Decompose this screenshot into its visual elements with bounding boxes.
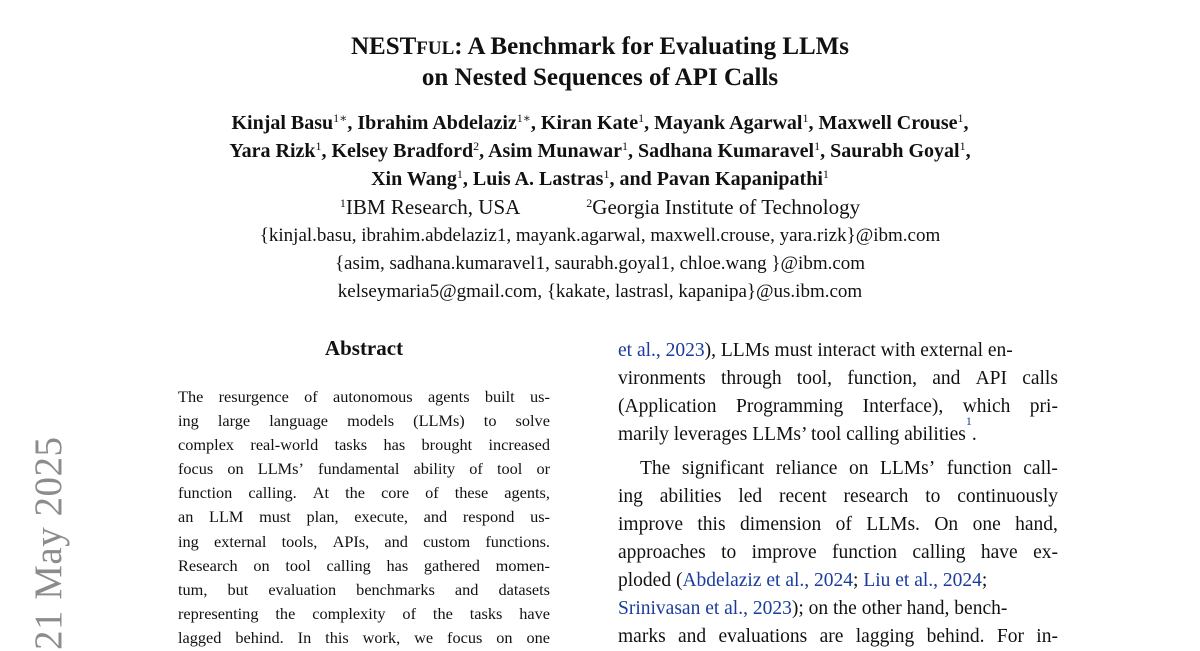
- word: ing: [178, 531, 199, 551]
- word: built: [484, 387, 515, 406]
- author-sup: 1: [822, 167, 829, 181]
- word: evaluation: [268, 579, 337, 599]
- author-name: Sadhana Kumaravel: [637, 140, 815, 162]
- word: custom: [423, 531, 471, 551]
- word: real-world: [250, 435, 319, 455]
- word: to: [483, 411, 497, 431]
- word: the: [345, 483, 365, 503]
- author-sup: 1: [603, 167, 610, 181]
- word: lagged: [178, 627, 222, 647]
- word: LLM: [209, 507, 244, 527]
- word: models: [347, 411, 395, 431]
- word: have: [519, 603, 550, 623]
- word: but: [227, 579, 249, 599]
- citation-link[interactable]: et al., 2023: [618, 340, 705, 361]
- word: tum,: [178, 579, 208, 599]
- word: complex: [178, 435, 235, 455]
- word: datasets: [498, 579, 550, 599]
- word: vironments: [618, 368, 706, 389]
- author-sep: ,: [462, 168, 473, 190]
- word: LLMs.: [866, 514, 920, 535]
- abstract-line: [178, 385, 550, 409]
- word: tasks: [334, 435, 368, 455]
- word: large: [217, 411, 251, 431]
- word: tools,: [281, 531, 318, 551]
- footnote-link[interactable]: 1: [965, 414, 972, 428]
- word: function: [178, 483, 233, 503]
- abstract-line: [178, 409, 550, 433]
- title-prefix: NEST: [350, 33, 417, 60]
- word: representing: [178, 603, 259, 623]
- word: (Application: [618, 396, 717, 417]
- authors-line-1: [0, 109, 1200, 137]
- word: execute,: [354, 507, 408, 527]
- author-sup: 1: [621, 139, 628, 153]
- body-line: [618, 595, 1058, 623]
- author-name: Ibrahim Abdelaziz: [357, 112, 517, 134]
- word: these: [454, 483, 489, 503]
- word: The: [640, 458, 671, 479]
- word: has: [383, 435, 406, 455]
- body-text: ;: [853, 570, 864, 591]
- word: behind.: [926, 626, 985, 647]
- author-sep: ,: [530, 112, 541, 134]
- paper-title: [0, 32, 1200, 64]
- word: core: [381, 483, 410, 503]
- word: behind.: [235, 627, 284, 647]
- author-sup: 1: [638, 111, 645, 125]
- author-sep: ,: [963, 112, 969, 134]
- citation-link[interactable]: Abdelaziz et al., 2024: [682, 570, 854, 591]
- body-text: ploded (: [618, 570, 683, 591]
- word: this: [697, 514, 726, 535]
- word: one: [972, 514, 1001, 535]
- author-sup: 1∗: [333, 111, 348, 125]
- word: the: [432, 603, 453, 623]
- affiliation-sup: 1: [339, 196, 346, 210]
- word: tool: [285, 555, 311, 575]
- authors-line-3: [0, 165, 1200, 193]
- word: agents,: [504, 483, 550, 503]
- author-sep: ,: [479, 140, 489, 162]
- word: lagging: [855, 626, 915, 647]
- word: resurgence: [218, 387, 289, 406]
- word: to: [721, 542, 737, 563]
- word: dimension: [739, 514, 822, 535]
- body-text: ), LLMs must interact with external en-: [704, 340, 1013, 361]
- word: and: [423, 507, 448, 527]
- word: has: [386, 555, 409, 575]
- word: For: [996, 626, 1024, 647]
- author-name: Luis A. Lastras: [472, 168, 604, 190]
- word: one: [526, 627, 550, 647]
- author-sep: ,: [644, 112, 655, 134]
- word: respond: [462, 507, 515, 527]
- author-name: Xin Wang: [371, 168, 457, 190]
- body-text-right-column: [618, 337, 1058, 651]
- body-line: [618, 539, 1058, 567]
- abstract-line: [178, 457, 550, 481]
- word: LLMs’: [879, 458, 936, 479]
- abstract-line: [178, 433, 550, 457]
- word: research: [843, 486, 909, 507]
- word: on: [848, 458, 869, 479]
- word: On: [934, 514, 959, 535]
- word: focus: [447, 627, 483, 647]
- body-line: [618, 623, 1058, 651]
- affiliation-ibm: IBM Research, USA: [345, 195, 521, 219]
- word: abilities: [659, 486, 722, 507]
- body-line: [618, 393, 1058, 421]
- word: recent: [778, 486, 827, 507]
- author-name: Kinjal Basu: [231, 112, 334, 134]
- body-line: [618, 455, 1058, 483]
- body-text: .: [971, 424, 977, 445]
- word: and: [384, 531, 408, 551]
- word: continuously: [957, 486, 1058, 507]
- word: have: [980, 542, 1018, 563]
- authors-line-2: [0, 137, 1200, 165]
- abstract-body: [178, 385, 550, 650]
- body-line: [618, 414, 1058, 449]
- word: work,: [362, 627, 401, 647]
- word: solve: [515, 411, 550, 431]
- author-sep: ,: [820, 140, 831, 162]
- affiliation-sup: 2: [586, 196, 593, 210]
- word: of: [402, 603, 416, 623]
- author-name: Kiran Kate: [540, 112, 639, 134]
- word: Programming: [735, 396, 844, 417]
- author-name: Saurabh Goyal: [830, 140, 960, 162]
- body-line: [618, 511, 1058, 539]
- word: which: [962, 396, 1011, 417]
- word: call-: [1023, 458, 1058, 479]
- word: LLMs’: [257, 459, 304, 479]
- body-text: marily leverages LLMs’ tool calling abilities: [618, 424, 966, 445]
- word: (LLMs): [413, 411, 465, 431]
- abstract-heading: Abstract: [324, 336, 404, 360]
- word: reliance: [775, 458, 838, 479]
- author-sep: ,: [808, 112, 819, 134]
- word: calling.: [248, 483, 297, 503]
- word: of: [425, 483, 439, 503]
- author-name: Pavan Kapanipathi: [656, 168, 823, 190]
- word: ability: [413, 459, 456, 479]
- word: focus: [178, 459, 214, 479]
- abstract-line: [178, 554, 550, 578]
- affiliation-georgia-tech: Georgia Institute of Technology: [592, 195, 861, 219]
- word: In: [297, 627, 312, 647]
- word: on: [253, 555, 270, 575]
- word: evaluations: [718, 626, 808, 647]
- author-name: Yara Rizk: [229, 140, 316, 162]
- word: on: [496, 627, 513, 647]
- word: ing: [618, 486, 643, 507]
- word: marks: [618, 626, 666, 647]
- word: Research: [178, 555, 238, 575]
- word: pri-: [1029, 396, 1058, 417]
- email-line-3: kelseymaria5@gmail.com, {kakate, lastrasl, kapanipa}@us.ibm.com: [337, 281, 863, 302]
- word: agents: [427, 387, 470, 406]
- word: function,: [847, 368, 918, 389]
- title-suffix: : A Benchmark for Evaluating LLMs: [454, 33, 850, 60]
- word: and: [932, 368, 961, 389]
- word: in-: [1036, 626, 1058, 647]
- word: on: [227, 459, 244, 479]
- word: of: [835, 514, 852, 535]
- word: or: [536, 459, 550, 479]
- body-text: ;: [981, 570, 988, 591]
- author-sup: 2: [473, 139, 480, 153]
- word: plan,: [306, 507, 339, 527]
- word: gathered: [423, 555, 480, 575]
- affiliations: [0, 194, 1200, 220]
- word: this: [325, 627, 349, 647]
- word: increased: [488, 435, 550, 455]
- word: to: [925, 486, 941, 507]
- author-sep: ,: [347, 112, 358, 134]
- body-text: ); on the other hand, bench-: [791, 598, 1008, 619]
- word: us-: [530, 507, 550, 527]
- abstract-line: [178, 530, 550, 554]
- word: we: [414, 627, 434, 647]
- word: APIs,: [332, 531, 370, 551]
- word: API: [975, 368, 1008, 389]
- word: complexity: [312, 603, 386, 623]
- author-name: Asim Munawar: [488, 140, 622, 162]
- body-line: [618, 483, 1058, 511]
- arxiv-date-stamp: 21 May 2025: [27, 436, 70, 650]
- author-sep: , and: [609, 168, 657, 190]
- word: the: [275, 603, 296, 623]
- word: us-: [530, 387, 550, 406]
- word: approaches: [618, 542, 706, 563]
- word: The: [178, 387, 204, 406]
- word: an: [178, 507, 194, 527]
- author-sup: 1: [456, 167, 463, 181]
- word: function: [832, 542, 898, 563]
- author-sep: ,: [321, 140, 332, 162]
- abstract-line: [178, 481, 550, 505]
- word: Interface),: [862, 396, 944, 417]
- word: significant: [681, 458, 765, 479]
- word: and: [677, 626, 707, 647]
- word: At: [312, 483, 330, 503]
- author-name: Kelsey Bradford: [331, 140, 474, 162]
- author-sup: 1∗: [516, 111, 531, 125]
- word: external: [214, 531, 267, 551]
- word: of: [469, 459, 483, 479]
- word: autonomous: [333, 387, 413, 406]
- email-line-1: {kinjal.basu, ibrahim.abdelaziz1, mayank.agarwal, maxwell.crouse, yara.rizk}@ibm.com: [259, 225, 941, 246]
- word: ex-: [1033, 542, 1058, 563]
- citation-link[interactable]: Liu et al., 2024: [863, 570, 982, 591]
- body-line: [618, 567, 1058, 595]
- abstract-line: [178, 602, 550, 626]
- title-smallcaps: FUL: [416, 38, 455, 59]
- author-sup: 1: [315, 139, 322, 153]
- word: brought: [421, 435, 473, 455]
- word: fundamental: [318, 459, 400, 479]
- word: momen-: [495, 555, 550, 575]
- abstract-line: [178, 505, 550, 529]
- author-sup: 1: [957, 111, 964, 125]
- word: must: [259, 507, 291, 527]
- author-sup: 1: [802, 111, 809, 125]
- word: language: [269, 411, 328, 431]
- word: are: [819, 626, 844, 647]
- abstract-line: [178, 626, 550, 650]
- word: functions.: [485, 531, 550, 551]
- author-name: Maxwell Crouse: [818, 112, 958, 134]
- word: led: [738, 486, 763, 507]
- word: hand,: [1015, 514, 1058, 535]
- word: calling: [326, 555, 371, 575]
- word: tool: [496, 459, 523, 479]
- word: improve: [751, 542, 817, 563]
- word: tasks: [469, 603, 503, 623]
- author-sup: 1: [959, 139, 966, 153]
- word: benchmarks: [356, 579, 435, 599]
- abstract-line: [178, 578, 550, 602]
- word: of: [304, 387, 318, 406]
- citation-link[interactable]: Srinivasan et al., 2023: [618, 598, 792, 619]
- word: improve: [618, 514, 683, 535]
- word: calling: [912, 542, 966, 563]
- paper-title-line2: on Nested Sequences of API Calls: [421, 64, 779, 91]
- word: and: [454, 579, 479, 599]
- body-line: [618, 337, 1058, 365]
- author-sep: ,: [965, 140, 971, 162]
- word: calls: [1022, 368, 1058, 389]
- email-line-2: {asim, sadhana.kumaravel1, saurabh.goyal1, chloe.wang }@ibm.com: [334, 253, 866, 274]
- body-line: [618, 365, 1058, 393]
- word: function: [946, 458, 1012, 479]
- author-name: Mayank Agarwal: [654, 112, 803, 134]
- author-sep: ,: [627, 140, 638, 162]
- word: ing: [178, 411, 199, 431]
- word: tool,: [796, 368, 833, 389]
- word: through: [720, 368, 782, 389]
- author-sup: 1: [814, 139, 821, 153]
